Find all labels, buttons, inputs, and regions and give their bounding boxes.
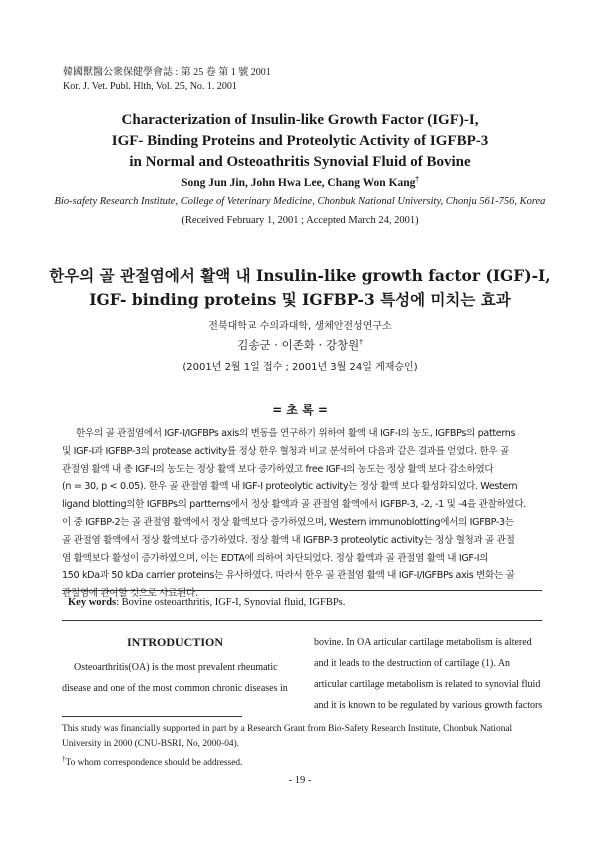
journal-line-korean: 韓國獸醫公衆保健學會誌 : 第 25 卷 第 1 號 2001 — [63, 67, 271, 78]
body-line: Osteoarthritis(OA) is the most prevalent rheumatic — [74, 662, 278, 673]
abstract-line: ligand blotting의한 IGFBPs의 partterns에서 정상 활액과 골 관절염 활액에서 IGFBP-3, -2, -1 및 -4을 관찰하였다. — [62, 499, 526, 511]
author-names: Song Jun Jin, John Hwa Lee, Chang Won Kang — [181, 176, 416, 189]
abstract-line: 골 관절염 활액에서 정상 활액보다 증가하였다. 정상 활액 내 IGFBP-3 proteolytic activity는 정상 혈청과 골 관절 — [62, 534, 515, 546]
footnote-divider — [62, 716, 242, 717]
keywords-label: Key words — [68, 597, 117, 608]
title-line: Characterization of Insulin-like Growth Factor (IGF)-I, — [121, 112, 479, 128]
body-line: and it is known to be regulated by various growth factors — [314, 700, 542, 711]
abstract-heading: = 초 록 = — [272, 403, 328, 417]
body-line: disease and one of the most common chronic diseases in — [62, 683, 288, 694]
korean-title-line: 한우의 골 관절염에서 활액 내 Insulin-like growth factor (IGF)-I, — [49, 266, 551, 285]
abstract-line: 150 kDa과 50 kDa carrier proteins는 유사하였다. 따라서 한우 골 관절염 활액 내 IGF-I/IGFBPs axis 변화는 골 — [62, 570, 515, 582]
journal-header — [63, 66, 271, 94]
correspondence-footnote — [62, 752, 544, 771]
korean-title — [40, 264, 560, 312]
section-heading: INTRODUCTION — [126, 635, 223, 649]
title-line: in Normal and Osteoathritis Synovial Fluid of Bovine — [129, 154, 471, 170]
abstract-line: (n = 30, p < 0.05). 한우 골 관절염 활액 내 IGF-I proteolytic activity는 정상 활액 보다 활성화되었다. Western — [62, 481, 518, 493]
keywords — [68, 597, 345, 608]
abstract-line: 관절염 활액 내 총 IGF-I의 농도는 정상 활액 보다 증가하였고 free IGF-I의 농도는 정상 활액 보다 감소하였다 — [62, 463, 494, 475]
abstract-body — [62, 425, 542, 603]
author-list — [0, 175, 600, 189]
abstract-line: 관절염에 관여할 것으로 사료된다. — [62, 588, 198, 600]
right-column — [314, 632, 542, 716]
abstract-line: 및 IGF-I과 IGFBP-3의 protease activity를 정상 한우 혈청과 비교 분석하여 다음과 같은 결과를 얻었다. 한우 골 — [62, 445, 509, 457]
korean-corresponding-mark: † — [359, 338, 363, 347]
footnotes — [62, 716, 544, 771]
abstract-divider — [62, 590, 542, 591]
korean-dates: (2001년 2월 1일 접수 ; 2001년 3월 24일 게재승인) — [182, 362, 418, 373]
correspondence-text: To whom correspondence should be addressed. — [65, 758, 243, 769]
journal-line-english: Kor. J. Vet. Publ. Hlth, Vol. 25, No. 1. 2001 — [63, 81, 237, 92]
korean-author-names: 김송군 · 이존화 · 강창원 — [237, 338, 360, 352]
korean-affiliation: 전북대학교 수의과대학, 생체안전성연구소 — [208, 321, 392, 332]
funding-footnote: This study was financially supported in part by a Research Grant from Bio-Safety Research Institute, Chonbuk National University in 2000 (CNU-BSRI, No, 2000-04). — [62, 724, 513, 749]
footnote-mark: † — [62, 755, 66, 763]
keywords-divider — [62, 620, 542, 621]
abstract-line: 염 활액보다 활성이 증가하였으며, 이는 EDTA에 의하여 차단되었다. 정상 활액과 골 관절염 활액 내 IGF-I의 — [62, 552, 489, 564]
body-line: and it leads to the destruction of cartilage (1). An — [314, 658, 511, 669]
body-line: bovine. In OA articular cartilage metabolism is altered — [314, 637, 532, 648]
body-line: articular cartilage metabolism is related to synovial fluid — [314, 679, 541, 690]
abstract-line: 이 중 IGFBP-2는 골 관절염 활액에서 정상 활액보다 증가하였으며, Western immunoblotting에서의 IGFBP-3는 — [62, 516, 514, 528]
korean-authors — [0, 337, 600, 353]
abstract-line: 한우의 골 관절염에서 IGF-I/IGFBPs axis의 변동을 연구하기 위하여 활액 내 IGF-I의 농도, IGFBPs의 patterns — [76, 428, 516, 439]
paper-title — [40, 110, 560, 173]
received-dates: (Received February 1, 2001 ; Accepted March 24, 2001) — [181, 215, 419, 226]
left-column — [62, 632, 288, 699]
corresponding-mark: † — [415, 175, 419, 183]
korean-title-line: IGF- binding proteins 및 IGFBP-3 특성에 미치는 효과 — [89, 290, 511, 309]
page-number: - 19 - — [288, 775, 312, 786]
affiliation: Bio-safety Research Institute, College of Veterinary Medicine, Chonbuk National University, Chonju 561-756, Korea — [54, 196, 546, 207]
keywords-list: : Bovine osteoarthritis, IGF-I, Synovial fluid, IGFBPs. — [116, 597, 346, 608]
title-line: IGF- Binding Proteins and Proteolytic Activity of IGFBP-3 — [111, 133, 489, 149]
